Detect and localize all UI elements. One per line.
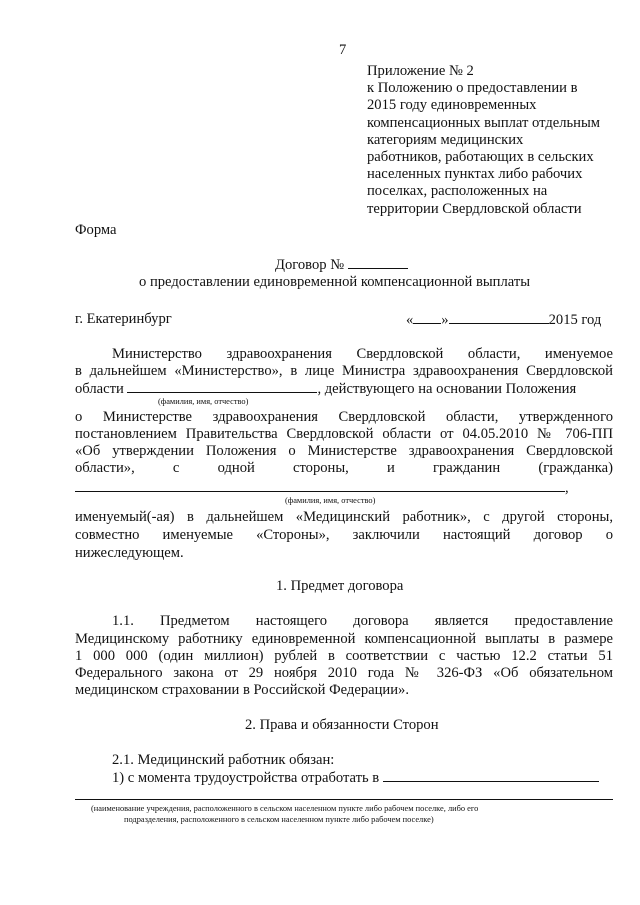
intro-line: области», с одной стороны, и гражданин (гражданка): [75, 460, 613, 476]
contract-title: [275, 256, 408, 274]
intro-line: совместно именуемые «Стороны», заключили настоящий договор о: [75, 527, 613, 543]
section2-item: 2.1. Медицинский работник обязан:: [112, 752, 335, 768]
intro-line: «Об утверждении Положения о Министерстве здравоохранения Свердловской: [75, 443, 613, 459]
annex-line: территории Свердловской области: [367, 200, 582, 217]
minister-name-note: (фамилия, имя, отчество): [158, 397, 249, 406]
annex-block: [367, 63, 600, 218]
annex-line: работников, работающих в сельских: [367, 149, 594, 166]
annex-line: категориям медицинских: [367, 131, 524, 148]
citizen-name-line: [75, 479, 569, 497]
date-quote-close: »: [441, 312, 449, 328]
section1-line: Федерального закона от 29 ноября 2010 года № 326-ФЗ «Об обязательном: [75, 665, 613, 681]
date-year: 2015 год: [548, 312, 602, 328]
intro-line: о Министерстве здравоохранения Свердловской области, утвержденного: [75, 409, 613, 425]
section2-heading: 2. Права и обязанности Сторон: [245, 717, 439, 733]
month-blank: [449, 311, 549, 324]
annex-line: Приложение № 2: [367, 63, 474, 79]
annex-line: к Положению о предоставлении в: [367, 80, 578, 97]
citizen-line-comma: ,: [565, 480, 569, 496]
contract-title-text: Договор №: [275, 257, 345, 273]
intro-line: нижеследующем.: [75, 545, 184, 561]
page-number: 7: [339, 42, 347, 58]
institution-note: (наименование учреждения, расположенного в сельском населенном пункте либо рабочем поселке, либо его: [91, 804, 479, 813]
annex-line: компенсационных выплат отдельным: [367, 114, 601, 131]
section1-line: Медицинскому работнику единовременной компенсационной выплаты в размере: [75, 631, 613, 647]
form-label: Форма: [75, 222, 117, 238]
section2-item2: 1) с момента трудоустройства отработать в: [112, 770, 380, 786]
citizen-name-blank: [75, 479, 565, 492]
contract-number-blank: [348, 256, 408, 269]
section1-line: 1 000 000 (один миллион) рублей в соответствии с частью 12.2 статьи 51: [75, 648, 613, 664]
city: г. Екатеринбург: [75, 311, 172, 327]
intro-line: Министерство здравоохранения Свердловской области, именуемое: [112, 346, 613, 362]
annex-line: поселках, расположенных на: [367, 183, 548, 200]
intro-line3-a: области: [75, 381, 124, 397]
intro-line3-b: , действующего на основании Положения: [317, 381, 577, 397]
contract-subtitle: о предоставлении единовременной компенсационной выплаты: [139, 274, 531, 290]
date-quote-open: «: [406, 312, 414, 328]
institution-blank: [383, 769, 599, 782]
section1-line: 1.1. Предметом настоящего договора является предоставление: [112, 613, 613, 629]
section1-heading: 1. Предмет договора: [276, 578, 404, 594]
institution-note: подразделения, расположенного в сельском населенном пункте либо рабочем поселке): [124, 815, 434, 824]
section2-item-line: [112, 769, 599, 787]
section1-line: медицинском страховании в Российской Федерации».: [75, 682, 409, 698]
citizen-name-note: (фамилия, имя, отчество): [285, 496, 376, 505]
intro-line-minister: [75, 380, 576, 398]
annex-line: 2015 году единовременных: [367, 97, 537, 114]
institution-line: [75, 799, 613, 800]
intro-line: в дальнейшем «Министерство», в лице Министра здравоохранения Свердловской: [75, 363, 613, 379]
minister-name-blank: [127, 380, 317, 393]
contract-date: [406, 311, 601, 329]
day-blank: [413, 311, 441, 324]
intro-line: именуемый(-ая) в дальнейшем «Медицинский работник», с другой стороны,: [75, 509, 613, 525]
intro-line: постановлением Правительства Свердловской области от 04.05.2010 № 706-ПП: [75, 426, 613, 442]
annex-line: населенных пунктах либо рабочих: [367, 166, 583, 183]
